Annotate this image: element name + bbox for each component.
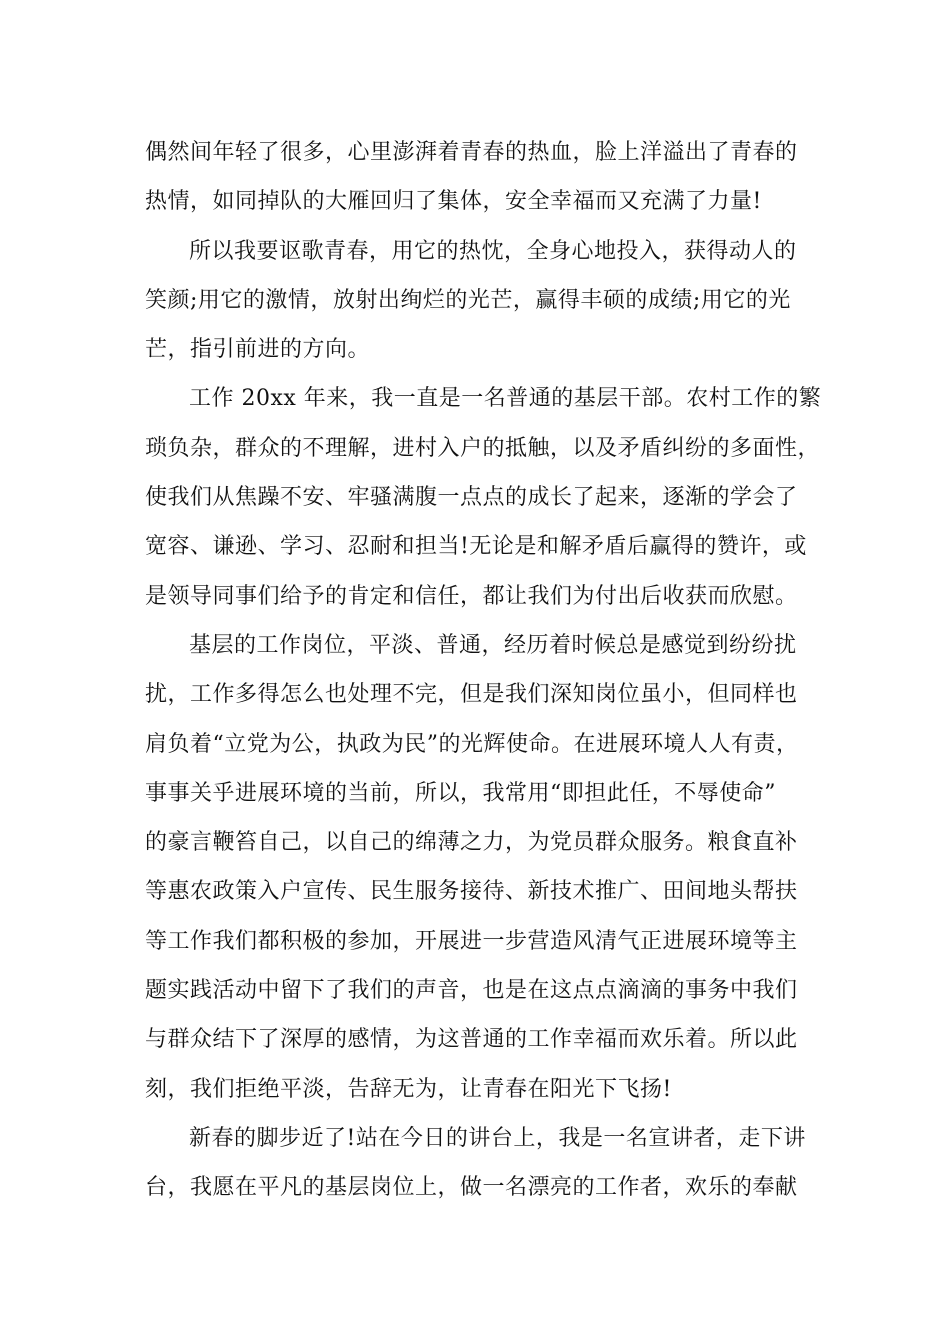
- paragraph-first-line: 工作 20xx 年来，我一直是一名普通的基层干部。农村工作的繁: [189, 386, 822, 412]
- text-line: 等工作我们都积极的参加，开展进一步营造风清气正进展环境等主: [145, 928, 798, 954]
- text-line: 刻，我们拒绝平淡，告辞无为，让青春在阳光下飞扬!: [145, 1076, 672, 1102]
- text-line: 笑颜;用它的激情，放射出绚烂的光芒，赢得丰硕的成绩;用它的光: [145, 287, 791, 313]
- text-line: 等惠农政策入户宣传、民生服务接待、新技术推广、田间地头帮扶: [145, 879, 798, 905]
- text-line: 扰，工作多得怎么也处理不完，但是我们深知岗位虽小，但同样也: [145, 682, 798, 708]
- text-line: 题实践活动中留下了我们的声音，也是在这点点滴滴的事务中我们: [145, 978, 798, 1004]
- text-line: 使我们从焦躁不安、牢骚满腹一点点的成长了起来，逐渐的学会了: [145, 485, 798, 511]
- paragraph-first-line: 基层的工作岗位，平淡、普通，经历着时候总是感觉到纷纷扰: [189, 632, 797, 658]
- text-line: 琐负杂，群众的不理解，进村入户的抵触，以及矛盾纠纷的多面性，: [145, 435, 821, 461]
- text-line: 是领导同事们给予的肯定和信任，都让我们为付出后收获而欣慰。: [145, 583, 798, 609]
- text-line: 偶然间年轻了很多，心里澎湃着青春的热血，脸上洋溢出了青春的: [145, 140, 798, 165]
- text-line: 肩负着“立党为公，执政为民”的光辉使命。在进展环境人人有责，: [145, 731, 799, 757]
- text-line: 芒，指引前进的方向。: [145, 337, 371, 363]
- text-line: 的豪言鞭笞自己，以自己的绵薄之力，为党员群众服务。粮食直补: [145, 830, 798, 856]
- text-line: 与群众结下了深厚的感情，为这普通的工作幸福而欢乐着。所以此: [145, 1027, 798, 1053]
- text-line: 台，我愿在平凡的基层岗位上，做一名漂亮的工作者，欢乐的奉献: [145, 1175, 798, 1201]
- body-text: [145, 128, 822, 1213]
- paragraph-first-line: 新春的脚步近了!站在今日的讲台上，我是一名宣讲者，走下讲: [189, 1125, 806, 1151]
- paragraph-first-line: 所以我要讴歌青春，用它的热忱，全身心地投入，获得动人的: [189, 238, 797, 264]
- text-line: 事事关乎进展环境的当前，所以，我常用“即担此任，不辱使命”: [145, 780, 776, 806]
- text-line: 热情，如同掉队的大雁回归了集体，安全幸福而又充满了力量!: [145, 189, 762, 215]
- text-line: 宽容、谦逊、学习、忍耐和担当!无论是和解矛盾后赢得的赞许，或: [145, 534, 807, 560]
